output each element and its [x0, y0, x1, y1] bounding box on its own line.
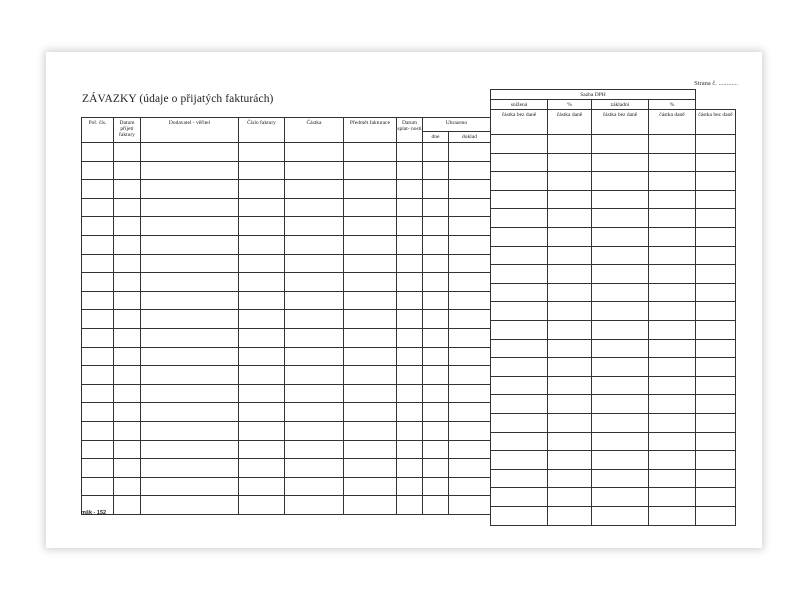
header-snizena: snížená [491, 100, 548, 110]
vat-rows [491, 135, 736, 526]
header-datum-prijeti: Datum přijetí faktury [114, 118, 141, 143]
table-row [491, 376, 736, 395]
invoice-register-table [81, 117, 491, 515]
table-row [491, 190, 736, 209]
table-row [491, 153, 736, 172]
table-row [82, 180, 491, 199]
table-row [82, 217, 491, 236]
table-row [82, 459, 491, 478]
table-row [491, 395, 736, 414]
table-row [82, 384, 491, 403]
table-row [82, 496, 491, 515]
table-row [82, 328, 491, 347]
header-dodavatel: Dodavatel - věřitel [141, 118, 239, 143]
table-row [491, 413, 736, 432]
header-predmet: Předmět fakturace [344, 118, 397, 143]
table-row [82, 273, 491, 292]
form-sheet [46, 52, 762, 548]
form-code: mšk - 152 [81, 510, 107, 516]
table-row [491, 488, 736, 507]
table-row [491, 135, 736, 154]
header-castka-bez-dane-1: částka bez daně [491, 110, 548, 135]
spacer-cell [696, 90, 736, 110]
page-number-label: Strana č. ............ [694, 80, 738, 87]
table-row [491, 432, 736, 451]
table-row [491, 283, 736, 302]
table-row [491, 172, 736, 191]
header-uhrazeno: Uhrazeno [423, 118, 491, 132]
table-row [491, 339, 736, 358]
table-row [491, 209, 736, 228]
table-row [491, 227, 736, 246]
header-procento-snizena: % [548, 100, 592, 110]
table-row [82, 477, 491, 496]
header-castka-dane-2: částka daně [649, 110, 696, 135]
header-cislo-faktury: Číslo faktury [239, 118, 285, 143]
header-doklad: doklad [449, 131, 491, 142]
table-row [82, 366, 491, 385]
table-row [491, 265, 736, 284]
header-dne: dne [423, 131, 449, 142]
form-title: ZÁVAZKY (údaje o přijatých fakturách) [82, 93, 274, 105]
table-row [82, 143, 491, 162]
table-row [82, 291, 491, 310]
table-row [491, 358, 736, 377]
table-row [491, 302, 736, 321]
table-row [82, 347, 491, 366]
table-row [491, 451, 736, 470]
header-sazba-dph: Sazba DPH [491, 90, 696, 100]
table-row [82, 421, 491, 440]
totals-row [491, 506, 736, 525]
table-row [82, 310, 491, 329]
header-zakladni: základní [592, 100, 649, 110]
table-row [82, 403, 491, 422]
table-row [491, 320, 736, 339]
table-row [82, 235, 491, 254]
header-castka-dane-1: částka daně [548, 110, 592, 135]
table-row [82, 440, 491, 459]
table-row [82, 254, 491, 273]
header-castka-bez-dane-3: částka bez daně [696, 110, 736, 135]
table-row [491, 246, 736, 265]
table-row [82, 198, 491, 217]
register-rows [82, 143, 491, 515]
header-datum-splatnosti: Datum splat- nosti [397, 118, 423, 143]
header-procento-zakladni: % [649, 100, 696, 110]
header-poradove-cislo: Poř. čís. [82, 118, 114, 143]
header-castka-bez-dane-2: částka bez daně [592, 110, 649, 135]
vat-rate-table [490, 89, 736, 526]
table-row [491, 469, 736, 488]
table-row [82, 161, 491, 180]
header-castka: Částka [285, 118, 344, 143]
